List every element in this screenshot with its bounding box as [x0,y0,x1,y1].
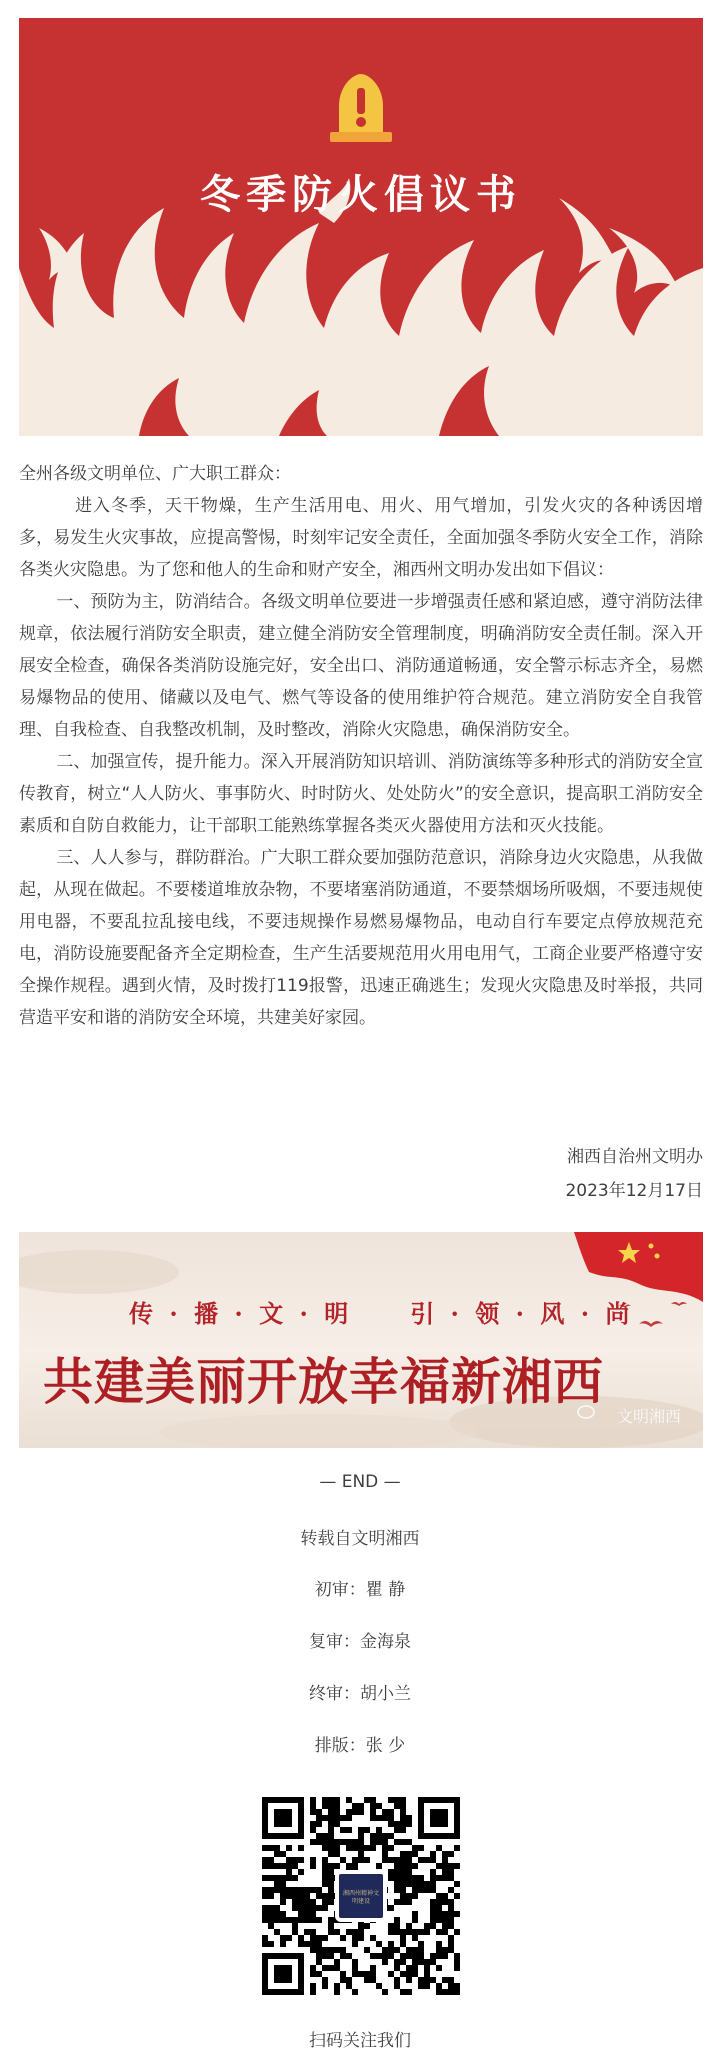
poster-title: 冬季防火倡议书 [200,172,522,218]
final-review-credit: 终审：胡小兰 [309,1684,411,1704]
qr-caption: 扫码关注我们 [309,2031,411,2051]
red-flag-icon [574,1232,703,1302]
end-marker: — END — [319,1472,401,1492]
qr-logo-text: 湘西州精神文明建设 [342,1890,379,1905]
signature-org: 湘西自治州文明办 [567,1147,703,1167]
proposal-item: 二、加强宣传，提升能力。深入开展消防知识培训、消防演练等多种形式的消防安全宣传教育，树立“人人防火、事事防火、时时防火、处处防火”的安全意识，提高职工消防安全素质和自防自救能力，让干部职工能熟练掌握各类灭火器使用方法和灭火技能。 [19,752,703,836]
article-body [19,458,703,1034]
banner-headline: 共建美丽开放幸福新湘西 [43,1353,604,1411]
proposal-item: 三、人人参与，群防群治。广大职工群众要加强防范意识，消除身边火灾隐患，从我做起，从现在做起。不要楼道堆放杂物，不要堵塞消防通道，不要禁烟场所吸烟，不要违规使用电器，不要乱拉乱接电线，不要违规操作易燃易爆物品，电动自行车要定点停放规范充电，消防设施要配备齐全定期检查，生产生活要规范用火用电用气，工商企业要严格遵守安全操作规程。遇到火情，及时拨打119报警，迅速正确逃生；发现火灾隐患及时举报，共同营造平安和谐的消防安全环境，共建美好家园。 [19,848,703,1028]
first-review-credit: 初审：瞿 静 [314,1580,406,1600]
qr-code[interactable] [262,1797,460,1995]
hero-poster [19,18,703,436]
banner-watermark: 文明湘西 [616,1407,681,1426]
salutation: 全州各级文明单位、广大职工群众： [19,464,291,484]
promo-banner [19,1232,703,1448]
warning-exclamation-icon [330,74,392,142]
signature-date: 2023年12月17日 [565,1181,703,1201]
slogan-left: 传 · 播 · 文 · 明 [129,1299,353,1328]
banner-decoration [19,1232,703,1448]
slogan-right: 引 · 领 · 风 · 尚 [410,1299,634,1328]
source-note: 转载自文明湘西 [300,1529,420,1549]
qr-center-logo [335,1870,387,1922]
second-review-credit: 复审：金海泉 [309,1632,411,1652]
layout-credit: 排版：张 少 [314,1736,406,1756]
intro-paragraph: 进入冬季，天干物燥，生产生活用电、用火、用气增加，引发火灾的各种诱因增多，易发生火灾事故，应提高警惕，时刻牢记安全责任，全面加强冬季防火安全工作，消除各类火灾隐患。为了您和他人的生命和财产安全，湘西州文明办发出如下倡议： [19,496,703,580]
flame-illustration [19,18,703,436]
signature-block [565,1140,703,1208]
banner-slogan [129,1294,633,1329]
proposal-item: 一、预防为主，防消结合。各级文明单位要进一步增强责任感和紧迫感，遵守消防法律规章，依法履行消防安全职责，建立健全消防安全管理制度，明确消防安全责任制。深入开展安全检查，确保各类消防设施完好，安全出口、消防通道畅通，安全警示标志齐全，易燃易爆物品的使用、储藏以及电气、燃气等设备的使用维护符合规范。建立消防安全自我管理、自我检查、自我整改机制，及时整改，消除火灾隐患，确保消防安全。 [19,592,703,740]
